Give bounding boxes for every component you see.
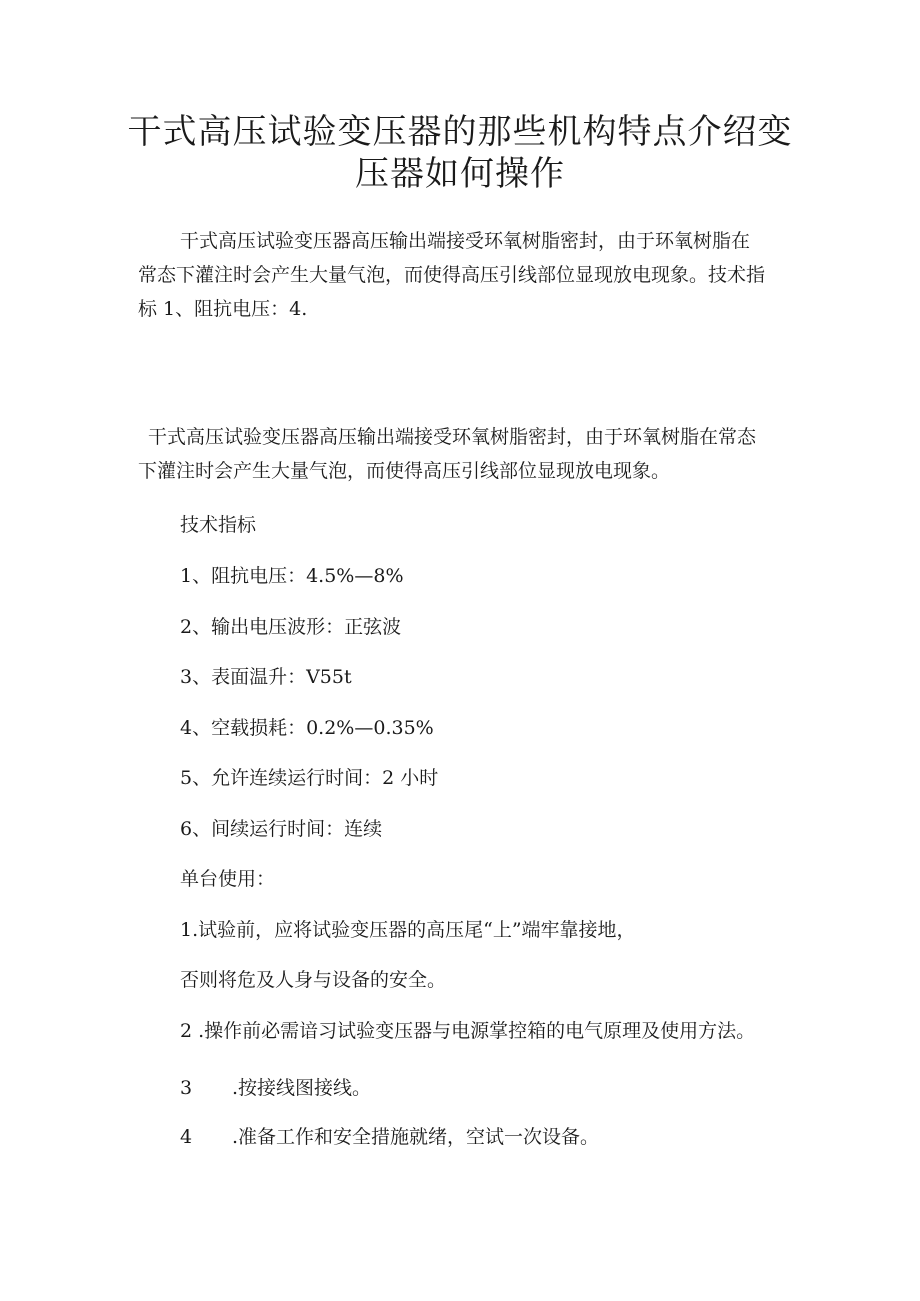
- spec-item-4: 4、空载损耗：0.2%—0.35%: [180, 717, 434, 739]
- usage-step-2: 2 .操作前必需谙习试验变压器与电源掌控箱的电气原理及使用方法。: [180, 1020, 756, 1042]
- page-title-line-1: 干式高压试验变压器的那些机构特点介绍变: [127, 112, 793, 152]
- usage-step-1: 1.试验前，应将试验变压器的高压尾“上”端牢靠接地，: [180, 919, 636, 941]
- spec-item-2: 2、输出电压波形：正弦波: [180, 616, 402, 638]
- spec-item-3: 3、表面温升：V55t: [180, 666, 352, 688]
- usage-heading: 单台使用：: [180, 868, 276, 890]
- body-paragraph-line-1: 干式高压试验变压器高压输出端接受环氧树脂密封，由于环氧树脂在常态: [148, 426, 757, 448]
- spec-item-5: 5、允许连续运行时间：2 小时: [180, 767, 439, 789]
- usage-step-3-number: 3: [180, 1077, 193, 1099]
- intro-line-2: 常态下灌注时会产生大量气泡，而使得高压引线部位显现放电现象。技术指: [138, 264, 766, 286]
- page-title-line-2: 压器如何操作: [355, 154, 565, 194]
- spec-heading: 技术指标: [180, 514, 257, 536]
- intro-line-3: 标 1、阻抗电压：4.: [138, 298, 308, 320]
- usage-step-4-number: 4: [180, 1126, 193, 1148]
- intro-line-1: 干式高压试验变压器高压输出端接受环氧树脂密封，由于环氧树脂在: [180, 230, 751, 252]
- spec-item-6: 6、间续运行时间：连续: [180, 818, 383, 840]
- usage-step-4-text: .准备工作和安全措施就绪，空试一次设备。: [232, 1126, 600, 1148]
- usage-step-1-continued: 否则将危及人身与设备的安全。: [180, 969, 447, 991]
- spec-item-1: 1、阻抗电压：4.5%—8%: [180, 565, 404, 587]
- body-paragraph-line-2: 下灌注时会产生大量气泡，而使得高压引线部位显现放电现象。: [138, 460, 671, 482]
- usage-step-3-text: .按接线图接线。: [232, 1077, 372, 1099]
